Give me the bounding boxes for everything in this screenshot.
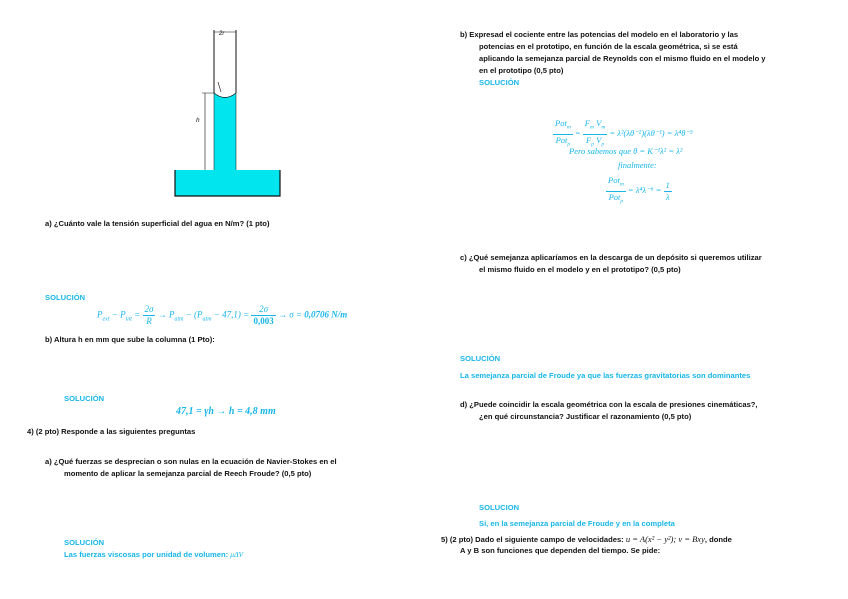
capillary-figure [160, 20, 290, 205]
question-rd-line1: d) ¿Puede coincidir la escala geométrica con la escala de presiones cinemáticas?, [460, 400, 758, 409]
theta-equation: Pero sabemos que θ = K⁻¹λ² = λ² [569, 146, 683, 156]
question-rb-line1: b) Expresad el cociente entre las potencias del modelo en el laboratorio y las [460, 30, 739, 39]
question-rb-line4: en el prototipo (0,5 pto) [479, 66, 564, 75]
question-5-line2: A y B son funciones que dependen del tiempo. Se pide: [460, 546, 661, 555]
solution-text-3: Las fuerzas viscosas por unidad de volumen: μΔV⃗ [64, 550, 250, 559]
figure-label-h: h [196, 117, 200, 124]
question-rd-line2: ¿en qué circunstancia? Justificar el razonamiento (0,5 pto) [479, 412, 692, 421]
final-ratio-equation: $\frac{Pot_m}{Pot_p}$ = λ⁴λ⁻⁶ = $\frac{1}{\lambda}$ [608, 175, 670, 205]
question-rc-line2: el mismo fluido en el modelo y en el prototipo? (0,5 pto) [479, 265, 681, 274]
question-rb-line2: potencias en el prototipo, en función de la escala geométrica, si se está [479, 42, 738, 51]
question-4a-line2: momento de aplicar la semejanza parcial de Reech Froude? (0,5 pto) [64, 469, 312, 478]
power-ratio-equation: $\frac{Pot_m}{Pot_p}$ = $\frac{F_m V_m}{F_p V_p}$ = λ²(λθ⁻²)(λθ⁻¹) = λ⁴θ⁻³ [555, 118, 693, 148]
solution-label-1: SOLUCIÓN [45, 293, 86, 302]
question-4a-line1: a) ¿Qué fuerzas se desprecian o son nulas en la ecuación de Navier-Stokes en el [45, 457, 337, 466]
question-a: a) ¿Cuánto vale la tensión superficial del agua en N/m? (1 pto) [45, 219, 270, 228]
question-rc-line1: c) ¿Qué semejanza aplicaríamos en la descarga de un depósito si queremos utilizar [460, 253, 762, 262]
solution-label-rb: SOLUCIÓN [479, 78, 520, 87]
finalmente-label: finalmente: [618, 160, 657, 170]
question-b: b) Altura h en mm que sube la columna (1 Pto): [45, 335, 215, 344]
solution-label-3: SOLUCIÓN [64, 538, 105, 547]
solution-label-rd: SOLUCION [479, 503, 520, 512]
solution-text-rc: La semejanza parcial de Froude ya que las fuerzas gravitatorias son dominantes [460, 371, 751, 380]
question-4: 4) (2 pto) Responde a las siguientes preguntas [27, 427, 196, 436]
figure-label-2r: 2r [219, 31, 225, 37]
solution-equation-1: $P_{ext} - P_{int}$ = $\frac{2\sigma}{R}$ → $P_{atm} - (P_{atm} - 47,1)$ = $\frac{2\sigma}{0,003}$ → σ = 0,0706 N/m [97, 304, 348, 326]
solution-text-rd: Sí, en la semejanza parcial de Froude y en la completa [479, 519, 675, 528]
solution-label-rc: SOLUCIÓN [460, 354, 501, 363]
question-5-line1: 5) (2 pto) Dado el siguiente campo de velocidades: u = A(x² − y²); v = Bxy, donde [441, 534, 732, 544]
solution-equation-2: 47,1 = γh → h = 4,8 mm [176, 406, 276, 417]
solution-label-2: SOLUCIÓN [64, 394, 105, 403]
question-rb-line3: aplicando la semejanza parcial de Reynolds con el mismo fluido en el modelo y [479, 54, 766, 63]
